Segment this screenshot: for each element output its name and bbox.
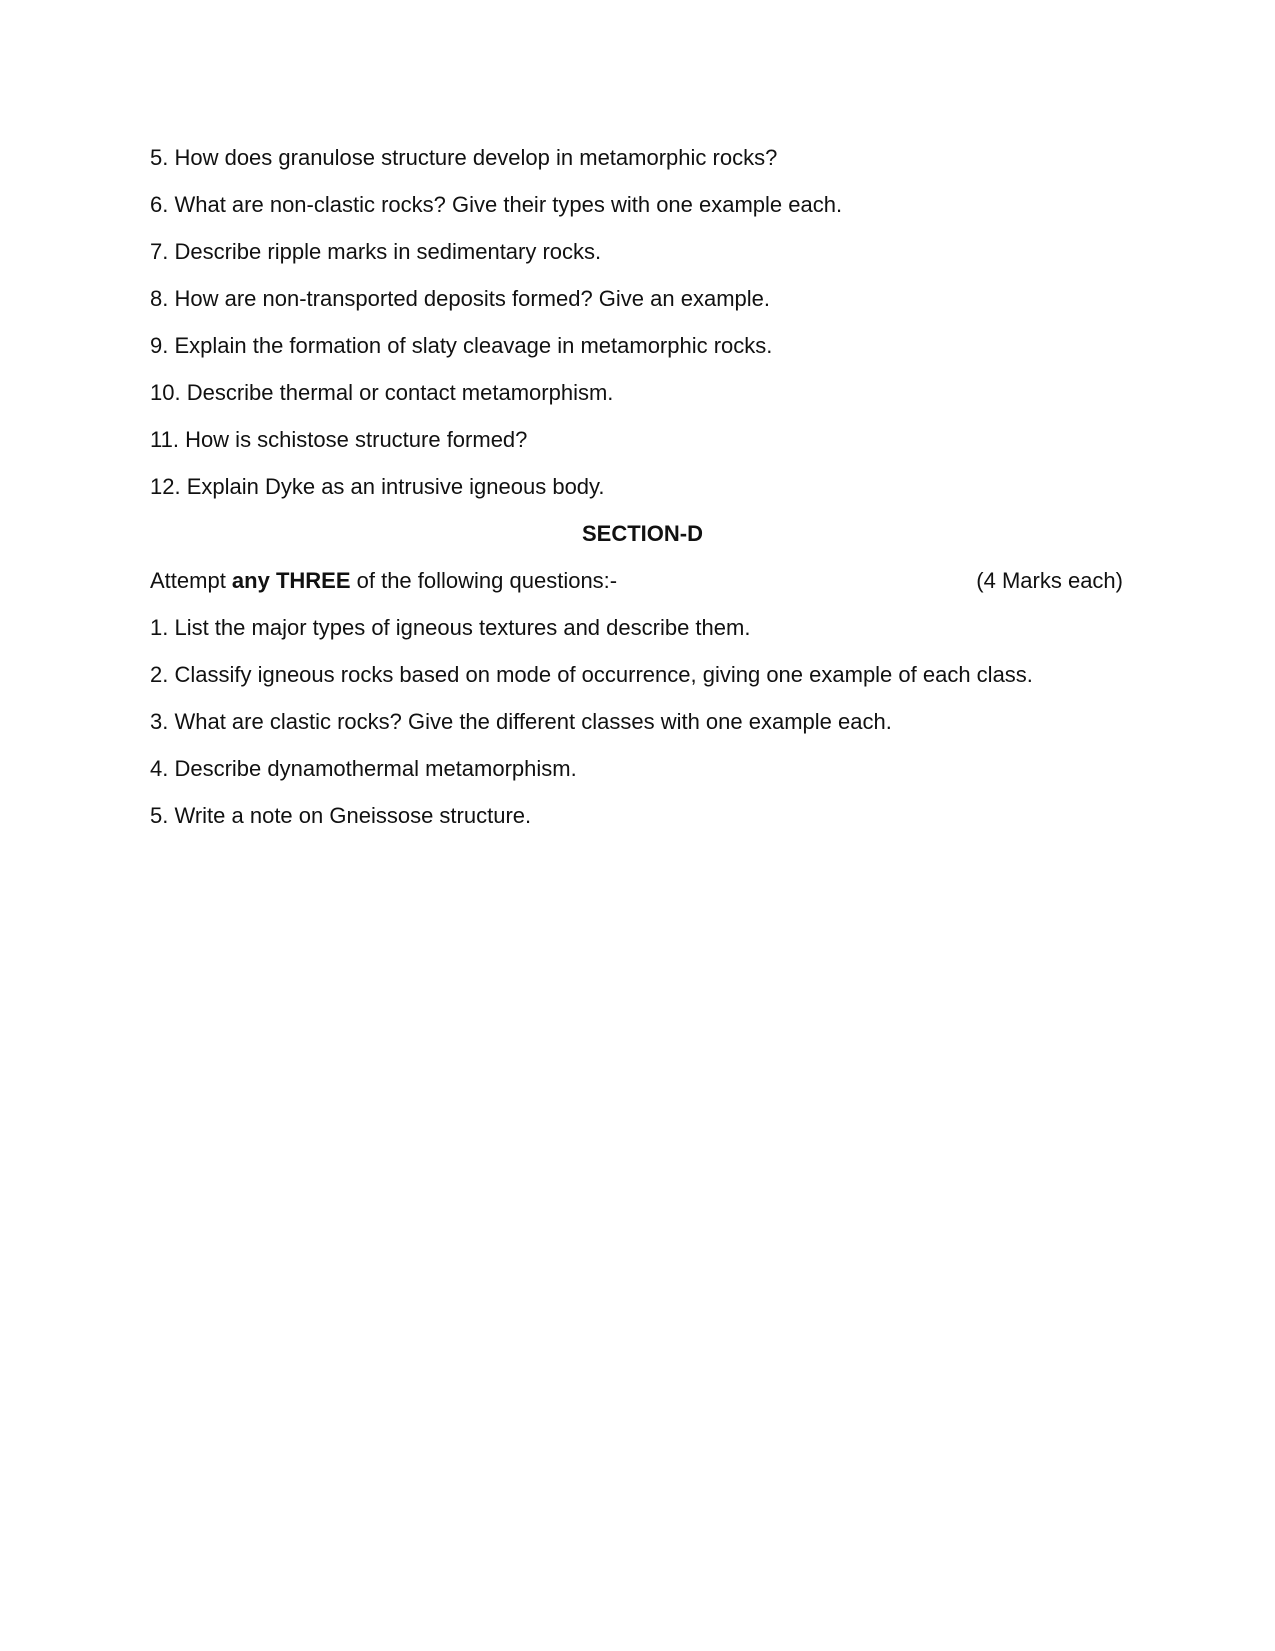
question-d-5: 5. Write a note on Gneissose structure.: [150, 803, 532, 828]
question-d-2: 2. Classify igneous rocks based on mode of occurrence, giving one example of each class.: [150, 662, 1033, 687]
question-c-11: 11. How is schistose structure formed?: [150, 427, 528, 452]
marks-note: (4 Marks each): [976, 568, 1123, 593]
question-d-4: 4. Describe dynamothermal metamorphism.: [150, 756, 577, 781]
instruction-emphasis: any THREE: [231, 568, 351, 593]
question-c-12: 12. Explain Dyke as an intrusive igneous body.: [150, 474, 605, 499]
question-c-6: 6. What are non-clastic rocks? Give their types with one example each.: [150, 192, 843, 217]
question-d-3: 3. What are clastic rocks? Give the different classes with one example each.: [150, 709, 892, 734]
section-d-instruction: [150, 567, 1125, 594]
exam-page: [150, 144, 1125, 849]
question-c-5: 5. How does granulose structure develop in metamorphic rocks?: [150, 145, 778, 170]
question-c-10: 10. Describe thermal or contact metamorphism.: [150, 380, 614, 405]
question-d-1: 1. List the major types of igneous textures and describe them.: [150, 615, 751, 640]
question-c-7: 7. Describe ripple marks in sedimentary rocks.: [150, 239, 602, 264]
section-d-heading: SECTION-D: [582, 521, 703, 546]
instruction-suffix: of the following questions:-: [350, 568, 618, 593]
instruction-prefix: Attempt: [150, 568, 232, 593]
instruction-text: [150, 567, 617, 594]
question-c-8: 8. How are non-transported deposits formed? Give an example.: [150, 286, 770, 311]
question-c-9: 9. Explain the formation of slaty cleavage in metamorphic rocks.: [150, 333, 773, 358]
